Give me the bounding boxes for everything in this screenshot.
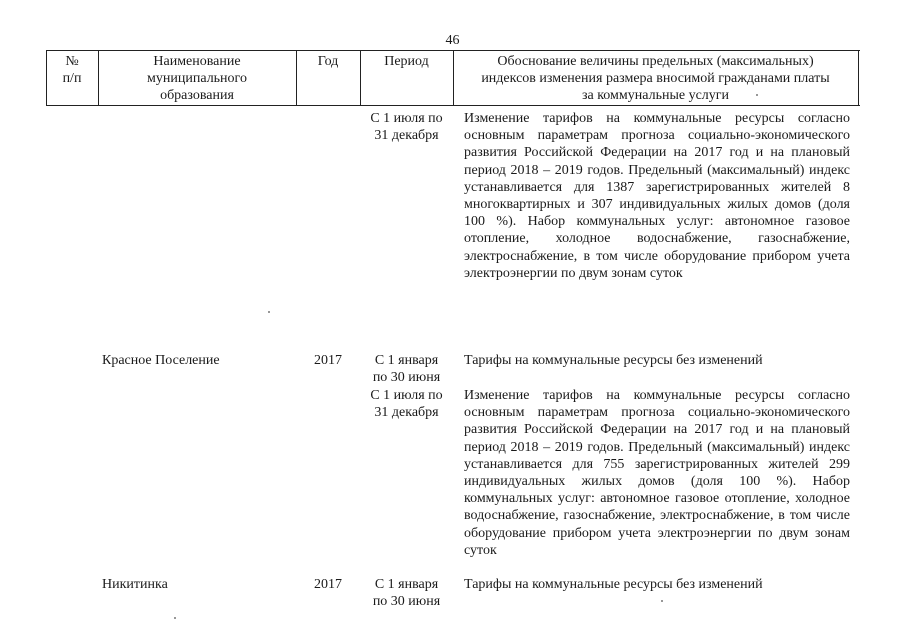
header-number: № п/п bbox=[62, 54, 82, 86]
header-period: Период bbox=[384, 54, 429, 69]
row-basis: Тарифы на коммунальные ресурсы без изменений bbox=[464, 353, 763, 368]
row-period: С 1 июля по 31 декабря bbox=[370, 111, 443, 144]
scan-speck bbox=[174, 617, 176, 619]
scan-speck bbox=[661, 600, 663, 602]
row-year: 2017 bbox=[314, 577, 342, 592]
row-basis: Тарифы на коммунальные ресурсы без изменений bbox=[464, 577, 763, 592]
scan-speck bbox=[756, 94, 758, 96]
row-municipality: Красное Поселение bbox=[102, 353, 220, 368]
row-municipality: Никитинка bbox=[102, 577, 168, 592]
table-header bbox=[46, 50, 860, 106]
scan-speck bbox=[268, 311, 270, 313]
row-period: С 1 июля по 31 декабря bbox=[370, 388, 443, 421]
row-basis: Изменение тарифов на коммунальные ресурсы согласно основным параметрам прогноза социально-экономического развития Российской Федерации на 2017 год и на плановый период 2018 – 2019 годов. Предельный (максимальный) индекс устанавливается для 755 зарегистрированных жителей 299 индивидуальных жилых домов (доля 100 %). Набор коммунальных услуг: автономное газовое отопление, холодное водоснабжение, газоснабжение, электроснабжение, в том числе оборудование прибором учета электроэнергии по двум зонам суток bbox=[464, 388, 850, 558]
tariff-table bbox=[46, 50, 860, 610]
page-number: 46 bbox=[445, 33, 460, 48]
row-basis: Изменение тарифов на коммунальные ресурсы согласно основным параметрам прогноза социально-экономического развития Российской Федерации на 2017 год и на плановый период 2018 – 2019 годов. Предельный (максимальный) индекс устанавливается для 1387 зарегистрированных жителей 8 многоквартирных и 307 индивидуальных жилых домов (доля 100 %). Набор коммунальных услуг: автономное газовое отопление, холодное водоснабжение, газоснабжение, электроснабжение, в том числе оборудование прибором учета электроэнергии по двум зонам суток bbox=[464, 111, 850, 281]
row-year: 2017 bbox=[314, 353, 342, 368]
header-year: Год bbox=[317, 54, 339, 69]
header-municipality: Наименование муниципального образования bbox=[147, 54, 247, 103]
header-basis: Обоснование величины предельных (максимальных) индексов изменения размера вносимой гражданами платы за коммунальные услуги bbox=[481, 54, 830, 103]
row-period: С 1 января по 30 июня bbox=[372, 353, 441, 386]
row-period: С 1 января по 30 июня bbox=[372, 577, 441, 610]
